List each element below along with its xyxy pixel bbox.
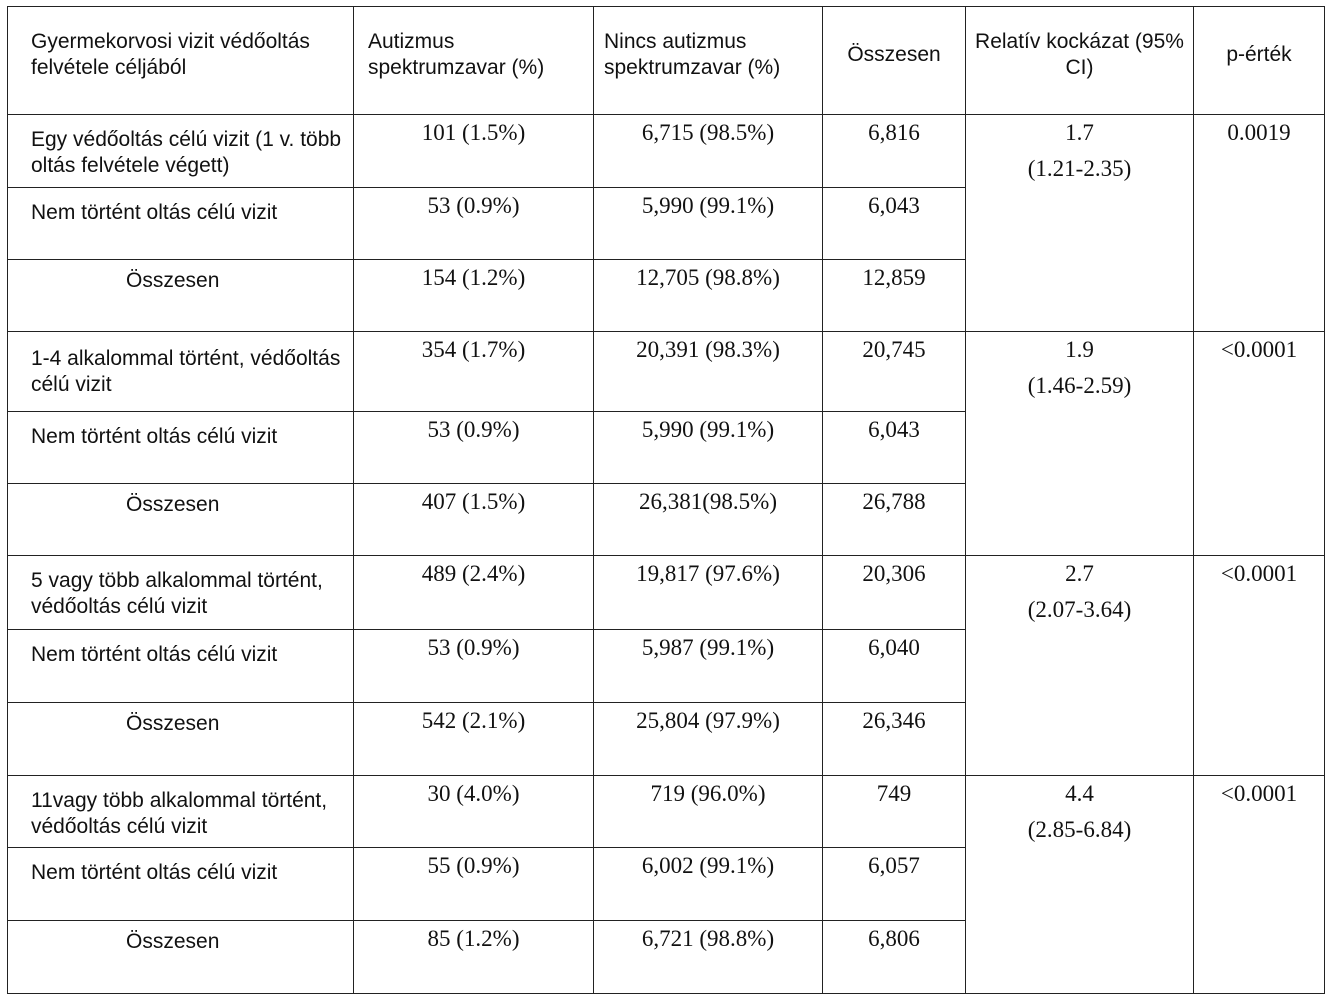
relative-risk-cell [966, 556, 1194, 776]
asd-cell: 101 (1.5%) [354, 115, 594, 188]
header-row [8, 7, 1325, 115]
no-asd-cell: 719 (96.0%) [594, 776, 823, 848]
asd-cell: 407 (1.5%) [354, 484, 594, 556]
table-row [8, 115, 1325, 188]
relative-risk-value: 1.7 [1065, 120, 1094, 145]
relative-risk-value: 2.7 [1065, 561, 1094, 586]
total-cell: 26,346 [823, 703, 966, 776]
table-row [8, 332, 1325, 412]
confidence-interval: (2.85-6.84) [1027, 817, 1132, 842]
header-no-asd: Nincs autizmus spektrumzavar (%) [594, 7, 823, 115]
total-cell: 6,806 [823, 921, 966, 994]
total-cell: 6,043 [823, 412, 966, 484]
asd-cell: 53 (0.9%) [354, 188, 594, 260]
subtotal-label: Összesen [8, 484, 354, 556]
total-cell: 12,859 [823, 260, 966, 332]
p-value-cell: <0.0001 [1194, 556, 1325, 776]
confidence-interval: (1.21-2.35) [1027, 156, 1132, 181]
subtotal-label: Összesen [8, 260, 354, 332]
asd-cell: 53 (0.9%) [354, 630, 594, 703]
subtotal-label: Összesen [8, 703, 354, 776]
relative-risk-value: 4.4 [1065, 781, 1094, 806]
confidence-interval: (2.07-3.64) [1027, 597, 1132, 622]
no-asd-cell: 20,391 (98.3%) [594, 332, 823, 412]
no-asd-cell: 5,987 (99.1%) [594, 630, 823, 703]
asd-cell: 30 (4.0%) [354, 776, 594, 848]
no-asd-cell: 19,817 (97.6%) [594, 556, 823, 630]
header-visit-type: Gyermekorvosi vizit védőoltás felvétele céljából [8, 7, 354, 115]
row-label: Nem történt oltás célú vizit [8, 630, 354, 703]
table-row [8, 556, 1325, 630]
table-row [8, 776, 1325, 848]
row-label: 5 vagy több alkalommal történt, védőoltás célú vizit [8, 556, 354, 630]
subtotal-label: Összesen [8, 921, 354, 994]
row-label: Nem történt oltás célú vizit [8, 848, 354, 921]
asd-cell: 53 (0.9%) [354, 412, 594, 484]
header-total: Összesen [823, 7, 966, 115]
total-cell: 6,816 [823, 115, 966, 188]
relative-risk-cell [966, 332, 1194, 556]
no-asd-cell: 6,721 (98.8%) [594, 921, 823, 994]
asd-cell: 55 (0.9%) [354, 848, 594, 921]
asd-cell: 489 (2.4%) [354, 556, 594, 630]
asd-cell: 542 (2.1%) [354, 703, 594, 776]
total-cell: 749 [823, 776, 966, 848]
relative-risk-cell [966, 776, 1194, 994]
row-label: 1-4 alkalommal történt, védőoltás célú vizit [8, 332, 354, 412]
p-value-cell: <0.0001 [1194, 776, 1325, 994]
p-value-cell: 0.0019 [1194, 115, 1325, 332]
no-asd-cell: 5,990 (99.1%) [594, 412, 823, 484]
total-cell: 20,306 [823, 556, 966, 630]
row-label: 11vagy több alkalommal történt, védőoltás célú vizit [8, 776, 354, 848]
row-label: Nem történt oltás célú vizit [8, 412, 354, 484]
row-label: Egy védőoltás célú vizit (1 v. több oltás felvétele végett) [8, 115, 354, 188]
asd-cell: 85 (1.2%) [354, 921, 594, 994]
asd-cell: 154 (1.2%) [354, 260, 594, 332]
total-cell: 6,040 [823, 630, 966, 703]
header-relative-risk: Relatív kockázat (95% CI) [966, 7, 1194, 115]
no-asd-cell: 12,705 (98.8%) [594, 260, 823, 332]
relative-risk-cell [966, 115, 1194, 332]
asd-cell: 354 (1.7%) [354, 332, 594, 412]
total-cell: 6,057 [823, 848, 966, 921]
total-cell: 26,788 [823, 484, 966, 556]
no-asd-cell: 26,381(98.5%) [594, 484, 823, 556]
no-asd-cell: 6,715 (98.5%) [594, 115, 823, 188]
total-cell: 20,745 [823, 332, 966, 412]
vaccination-autism-table [7, 6, 1325, 994]
no-asd-cell: 5,990 (99.1%) [594, 188, 823, 260]
header-p-value: p-érték [1194, 7, 1325, 115]
row-label: Nem történt oltás célú vizit [8, 188, 354, 260]
confidence-interval: (1.46-2.59) [1027, 373, 1132, 398]
p-value-cell: <0.0001 [1194, 332, 1325, 556]
header-asd: Autizmus spektrumzavar (%) [354, 7, 594, 115]
total-cell: 6,043 [823, 188, 966, 260]
no-asd-cell: 25,804 (97.9%) [594, 703, 823, 776]
relative-risk-value: 1.9 [1065, 337, 1094, 362]
no-asd-cell: 6,002 (99.1%) [594, 848, 823, 921]
